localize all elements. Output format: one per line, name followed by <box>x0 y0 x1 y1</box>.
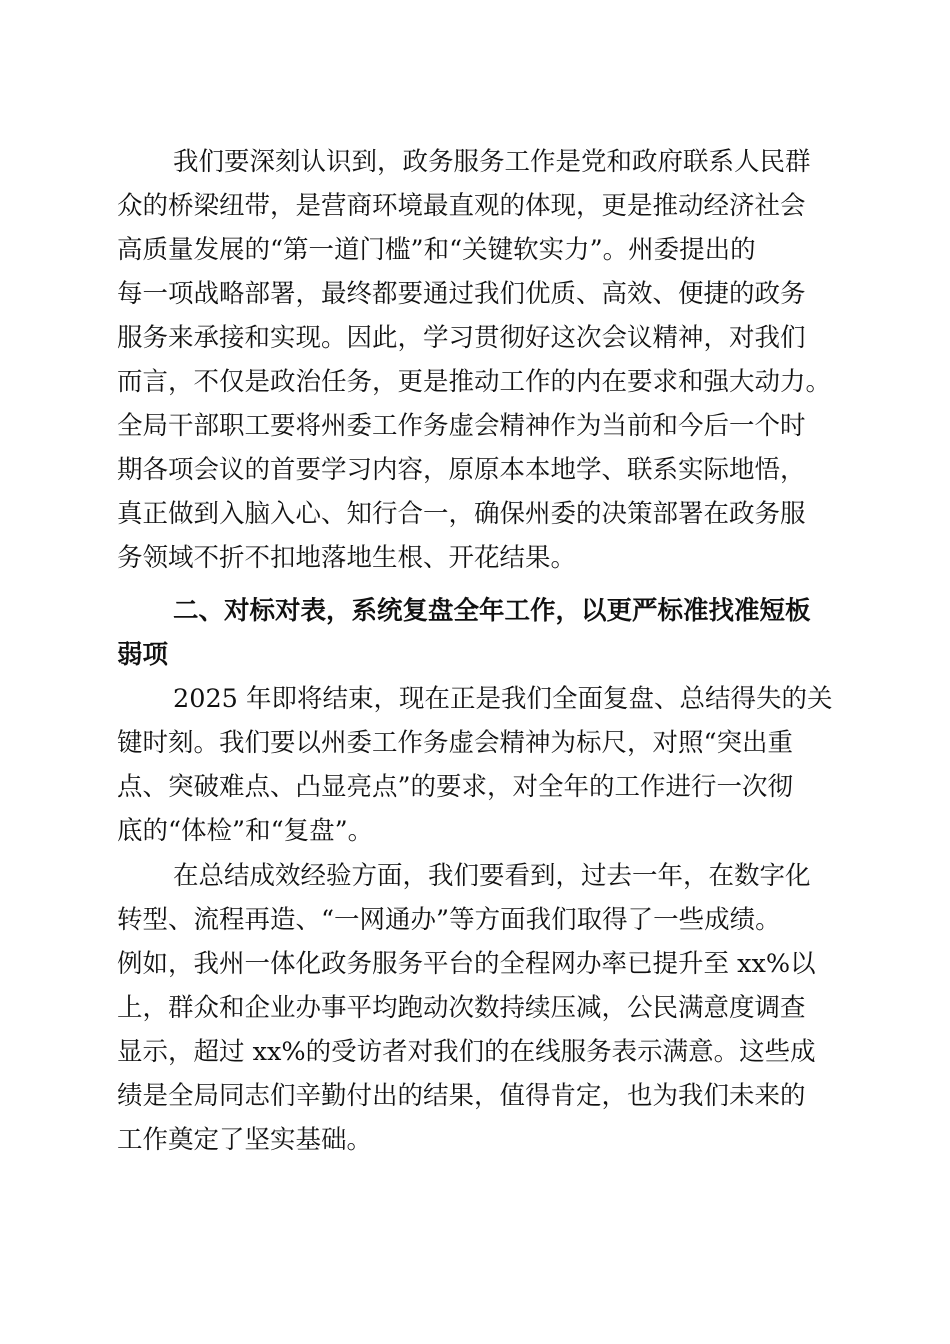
paragraph-line: 键时刻。我们要以州委工作务虚会精神为标尺，对照“突出重 <box>117 728 794 758</box>
paragraph-line: 绩是全局同志们辛勤付出的结果，值得肯定，也为我们未来的 <box>117 1081 806 1111</box>
paragraph-line: 每一项战略部署，最终都要通过我们优质、高效、便捷的政务 <box>117 279 806 309</box>
paragraph-line: 高质量发展的“第一道门槛”和“关键软实力”。州委提出的 <box>117 235 756 265</box>
paragraph-line: 在总结成效经验方面，我们要看到，过去一年，在数字化 <box>173 861 811 891</box>
paragraph-line: 点、突破难点、凸显亮点”的要求，对全年的工作进行一次彻 <box>117 772 794 802</box>
paragraph-line: 例如，我州一体化政务服务平台的全程网办率已提升至 xx%以 <box>117 949 816 979</box>
paragraph-line: 上，群众和企业办事平均跑动次数持续压减，公民满意度调查 <box>117 993 806 1023</box>
paragraph-line: 服务来承接和实现。因此，学习贯彻好这次会议精神，对我们 <box>117 323 806 353</box>
paragraph-line: 全局干部职工要将州委工作务虚会精神作为当前和今后一个时 <box>117 411 806 441</box>
paragraph-line: 底的“体检”和“复盘”。 <box>117 816 374 846</box>
paragraph-line: 而言，不仅是政治任务，更是推动工作的内在要求和强大动力。 <box>117 367 832 397</box>
heading-line: 弱项 <box>117 640 169 670</box>
heading-line: 二、对标对表，系统复盘全年工作，以更严标准找准短板 <box>173 596 811 626</box>
paragraph-line: 真正做到入脑入心、知行合一，确保州委的决策部署在政务服 <box>117 499 806 529</box>
paragraph-line: 务领域不折不扣地落地生根、开花结果。 <box>117 543 577 573</box>
paragraph-line: 期各项会议的首要学习内容，原原本本地学、联系实际地悟， <box>117 455 806 485</box>
paragraph-line: 显示，超过 xx%的受访者对我们的在线服务表示满意。这些成 <box>117 1037 816 1067</box>
paragraph-line: 众的桥梁纽带，是营商环境最直观的体现，更是推动经济社会 <box>117 191 806 221</box>
paragraph-line: 工作奠定了坚实基础。 <box>117 1125 373 1155</box>
paragraph-line: 转型、流程再造、“一网通办”等方面我们取得了一些成绩。 <box>117 905 781 935</box>
paragraph-line: 我们要深刻认识到，政务服务工作是党和政府联系人民群 <box>173 147 811 177</box>
paragraph-line: 2025 年即将结束，现在正是我们全面复盘、总结得失的关 <box>173 684 833 714</box>
